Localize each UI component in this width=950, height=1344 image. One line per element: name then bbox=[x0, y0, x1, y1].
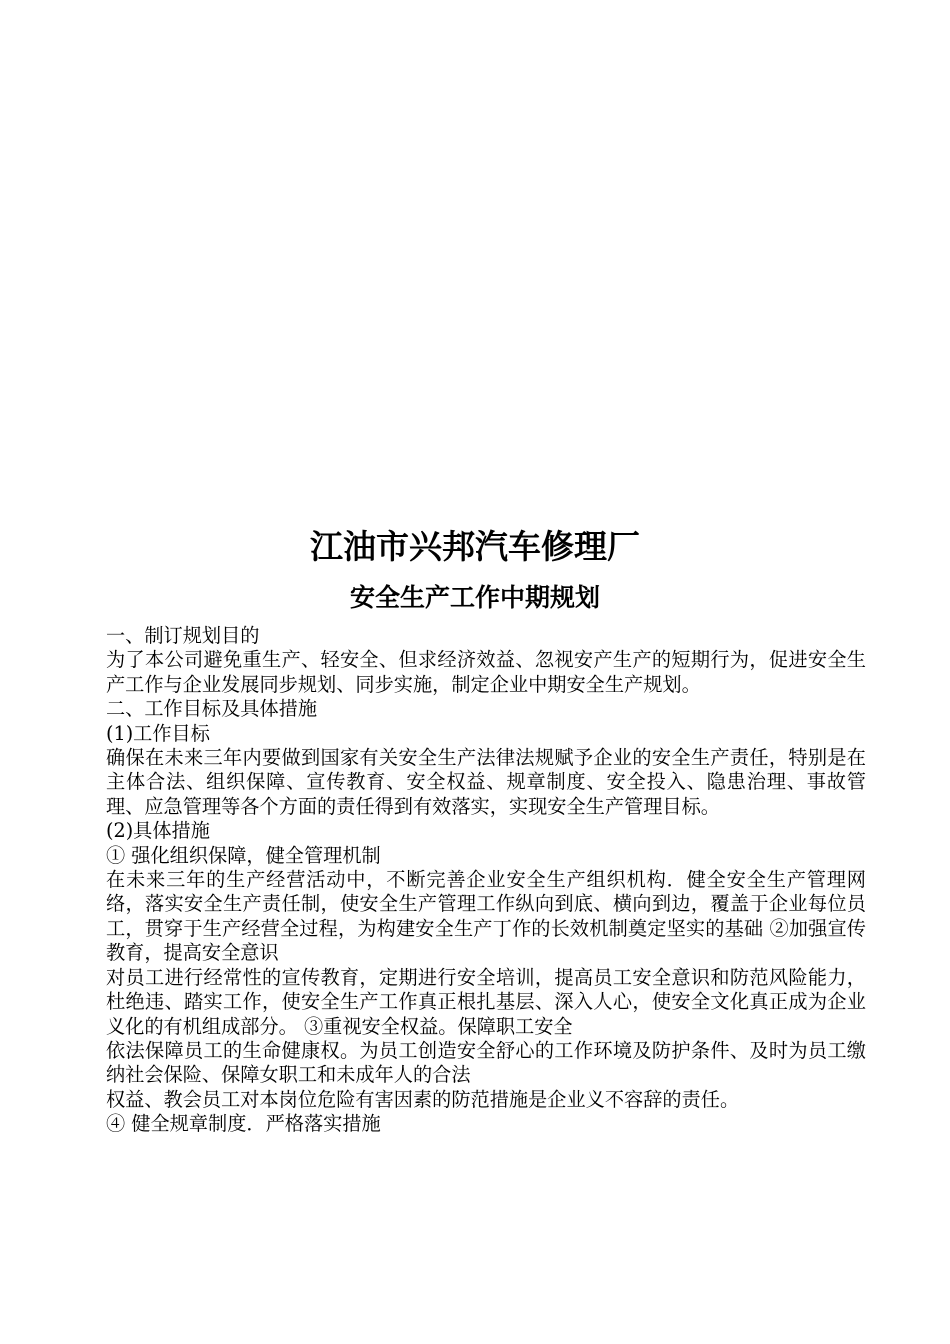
measure-heading: ④ 健全规章制度．严格落实措施 bbox=[106, 1112, 381, 1136]
document-body bbox=[106, 624, 866, 1137]
body-paragraph: 确保在未来三年内要做到国家有关安全生产法律法规赋予企业的安全生产责任，特别是在主体合法、组织保障、宣传教育、安全权益、规章制度、安全投入、隐患治理、事故管理、应急管理等各个方面的责任得到有效落实，实现安全生产管理目标。 bbox=[106, 746, 866, 818]
subsection-heading: (1)工作目标 bbox=[106, 721, 210, 745]
body-paragraph: 对员工进行经常性的宣传教育，定期进行安全培训，提高员工安全意识和防范风险能力，杜绝违、踏实工作，使安全生产工作真正根扎基层、深入人心，使安全文化真正成为企业义化的有机组成部分。 ③重视安全权益。保障职工安全 bbox=[106, 965, 866, 1038]
measure-heading: ① 强化组织保障，健全管理机制 bbox=[106, 843, 381, 867]
section-heading: 一、制订规划目的 bbox=[106, 624, 260, 647]
body-paragraph: 在未来三年的生产经营活动中，不断完善企业安全生产组织机构．健全安全生产管理网络，落实安全生产责任制，使安全生产管理工作纵向到底、横向到边，覆盖于企业每位员工，贯穿于生产经营全过程，为构建安全生产丁作的长效机制奠定坚实的基础 ②加强宣传教育，提高安全意识 bbox=[106, 868, 866, 965]
section-heading: 二、工作目标及具体措施 bbox=[106, 697, 318, 721]
document-title: 江油市兴邦汽车修理厂 bbox=[310, 527, 640, 566]
subsection-heading: (2)具体措施 bbox=[106, 819, 210, 843]
body-paragraph: 权益、教会员工对本岗位危险有害因素的防范措施是企业义不容辞的责任。 bbox=[106, 1087, 740, 1111]
document-subtitle: 安全生产工作中期规划 bbox=[349, 583, 600, 612]
body-paragraph: 为了本公司避免重生产、轻安全、但求经济效益、忽视安产生产的短期行为，促进安全生产工作与企业发展同步规划、同步实施，制定企业中期安全生产规划。 bbox=[106, 648, 866, 696]
body-paragraph: 依法保障员工的生命健康权。为员工创造安全舒心的工作环境及防护条件、及时为员工缴纳社会保险、保障女职工和未成年人的合法 bbox=[106, 1038, 866, 1087]
